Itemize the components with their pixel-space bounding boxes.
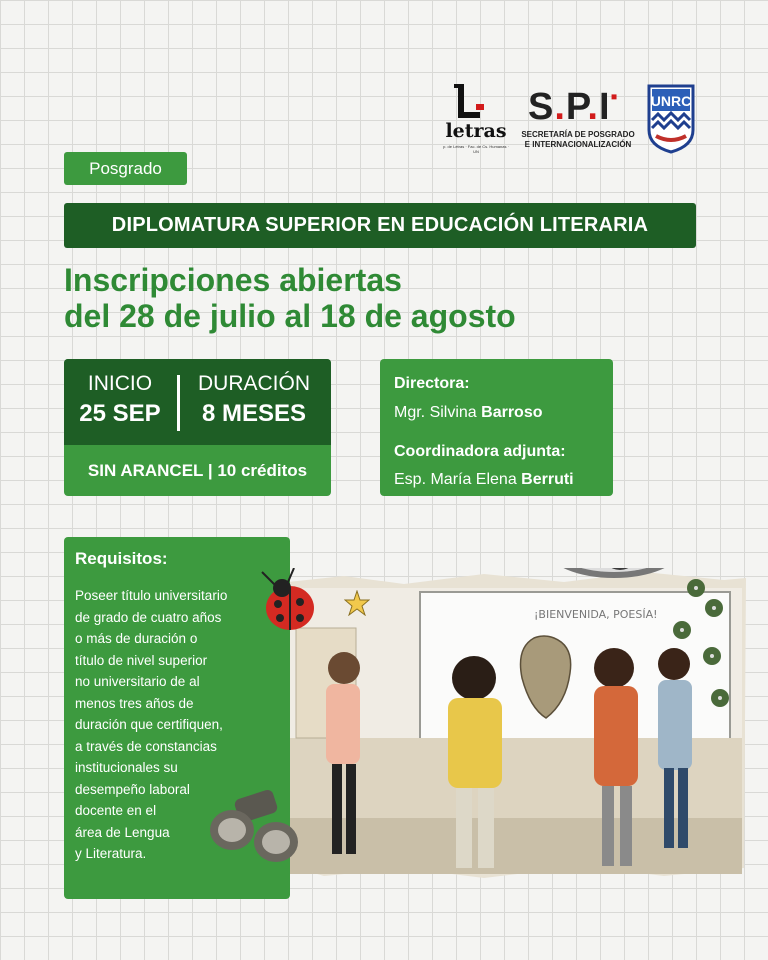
requirements-text: Poseer título universitario de grado de cuatro años o más de duración o título de nivel superior no universitario de al menos tres años de duración que certifiquen, a través de constancias institucionales su desempeño laboral docente en el área de Lengua y Literatura. bbox=[75, 588, 228, 861]
ladybug-icon bbox=[254, 568, 324, 638]
duration-label: DURACIÓN bbox=[197, 372, 310, 395]
coordinator-label: Coordinadora adjunta: bbox=[394, 443, 566, 460]
letras-wordmark: letras bbox=[445, 120, 507, 142]
program-title-banner: DIPLOMATURA SUPERIOR EN EDUCACIÓN LITERARIA bbox=[64, 203, 696, 248]
coordinator-prefix: Esp. María Elena bbox=[394, 471, 522, 488]
column-divider bbox=[177, 375, 180, 431]
duration-value: 8 MESES bbox=[201, 400, 307, 427]
schedule-card bbox=[64, 359, 331, 496]
duration-column bbox=[184, 371, 324, 431]
letras-mark-icon bbox=[454, 84, 486, 120]
director-name bbox=[394, 404, 543, 422]
director-prefix: Mgr. Silvina bbox=[394, 404, 482, 421]
whiteboard-text: ¡BIENVENIDA, POESÍA! bbox=[534, 608, 658, 621]
letras-logo bbox=[440, 82, 512, 154]
spi-logo bbox=[516, 86, 640, 150]
director-label: Directora: bbox=[394, 375, 470, 392]
fee-credits-text: SIN ARANCEL | 10 créditos bbox=[87, 460, 308, 480]
svg-text:UNRC: UNRC bbox=[650, 93, 692, 109]
spi-subtitle-line-2: E INTERNACIONALIZACIÓN bbox=[524, 140, 632, 149]
start-column bbox=[64, 371, 176, 431]
spi-wordmark: S.P.I▪ bbox=[528, 86, 619, 128]
requirements-title: Requisitos: bbox=[75, 549, 168, 568]
start-value: 25 SEP bbox=[79, 400, 161, 427]
start-label: INICIO bbox=[87, 372, 153, 395]
headline-line-2: del 28 de julio al 18 de agosto bbox=[64, 298, 516, 334]
unrc-shield-icon bbox=[646, 84, 696, 154]
coordinator-name bbox=[394, 471, 574, 489]
star-icon bbox=[344, 590, 370, 616]
binoculars-icon bbox=[206, 786, 316, 868]
spi-subtitle bbox=[516, 130, 640, 150]
spi-subtitle-line-1: SECRETARÍA DE POSGRADO bbox=[521, 130, 635, 139]
category-badge: Posgrado bbox=[64, 152, 187, 185]
coordinator-surname: Berruti bbox=[521, 471, 574, 488]
director-surname: Barroso bbox=[481, 404, 543, 421]
letras-subtitle: p. de Letras · Fac. de Cs. Humanas · UN bbox=[443, 144, 509, 154]
unrc-logo bbox=[646, 84, 696, 154]
staff-card bbox=[380, 359, 613, 496]
headline-line-1: Inscripciones abiertas bbox=[64, 262, 402, 298]
schedule-card-top bbox=[64, 359, 331, 445]
enrollment-headline bbox=[64, 262, 724, 334]
